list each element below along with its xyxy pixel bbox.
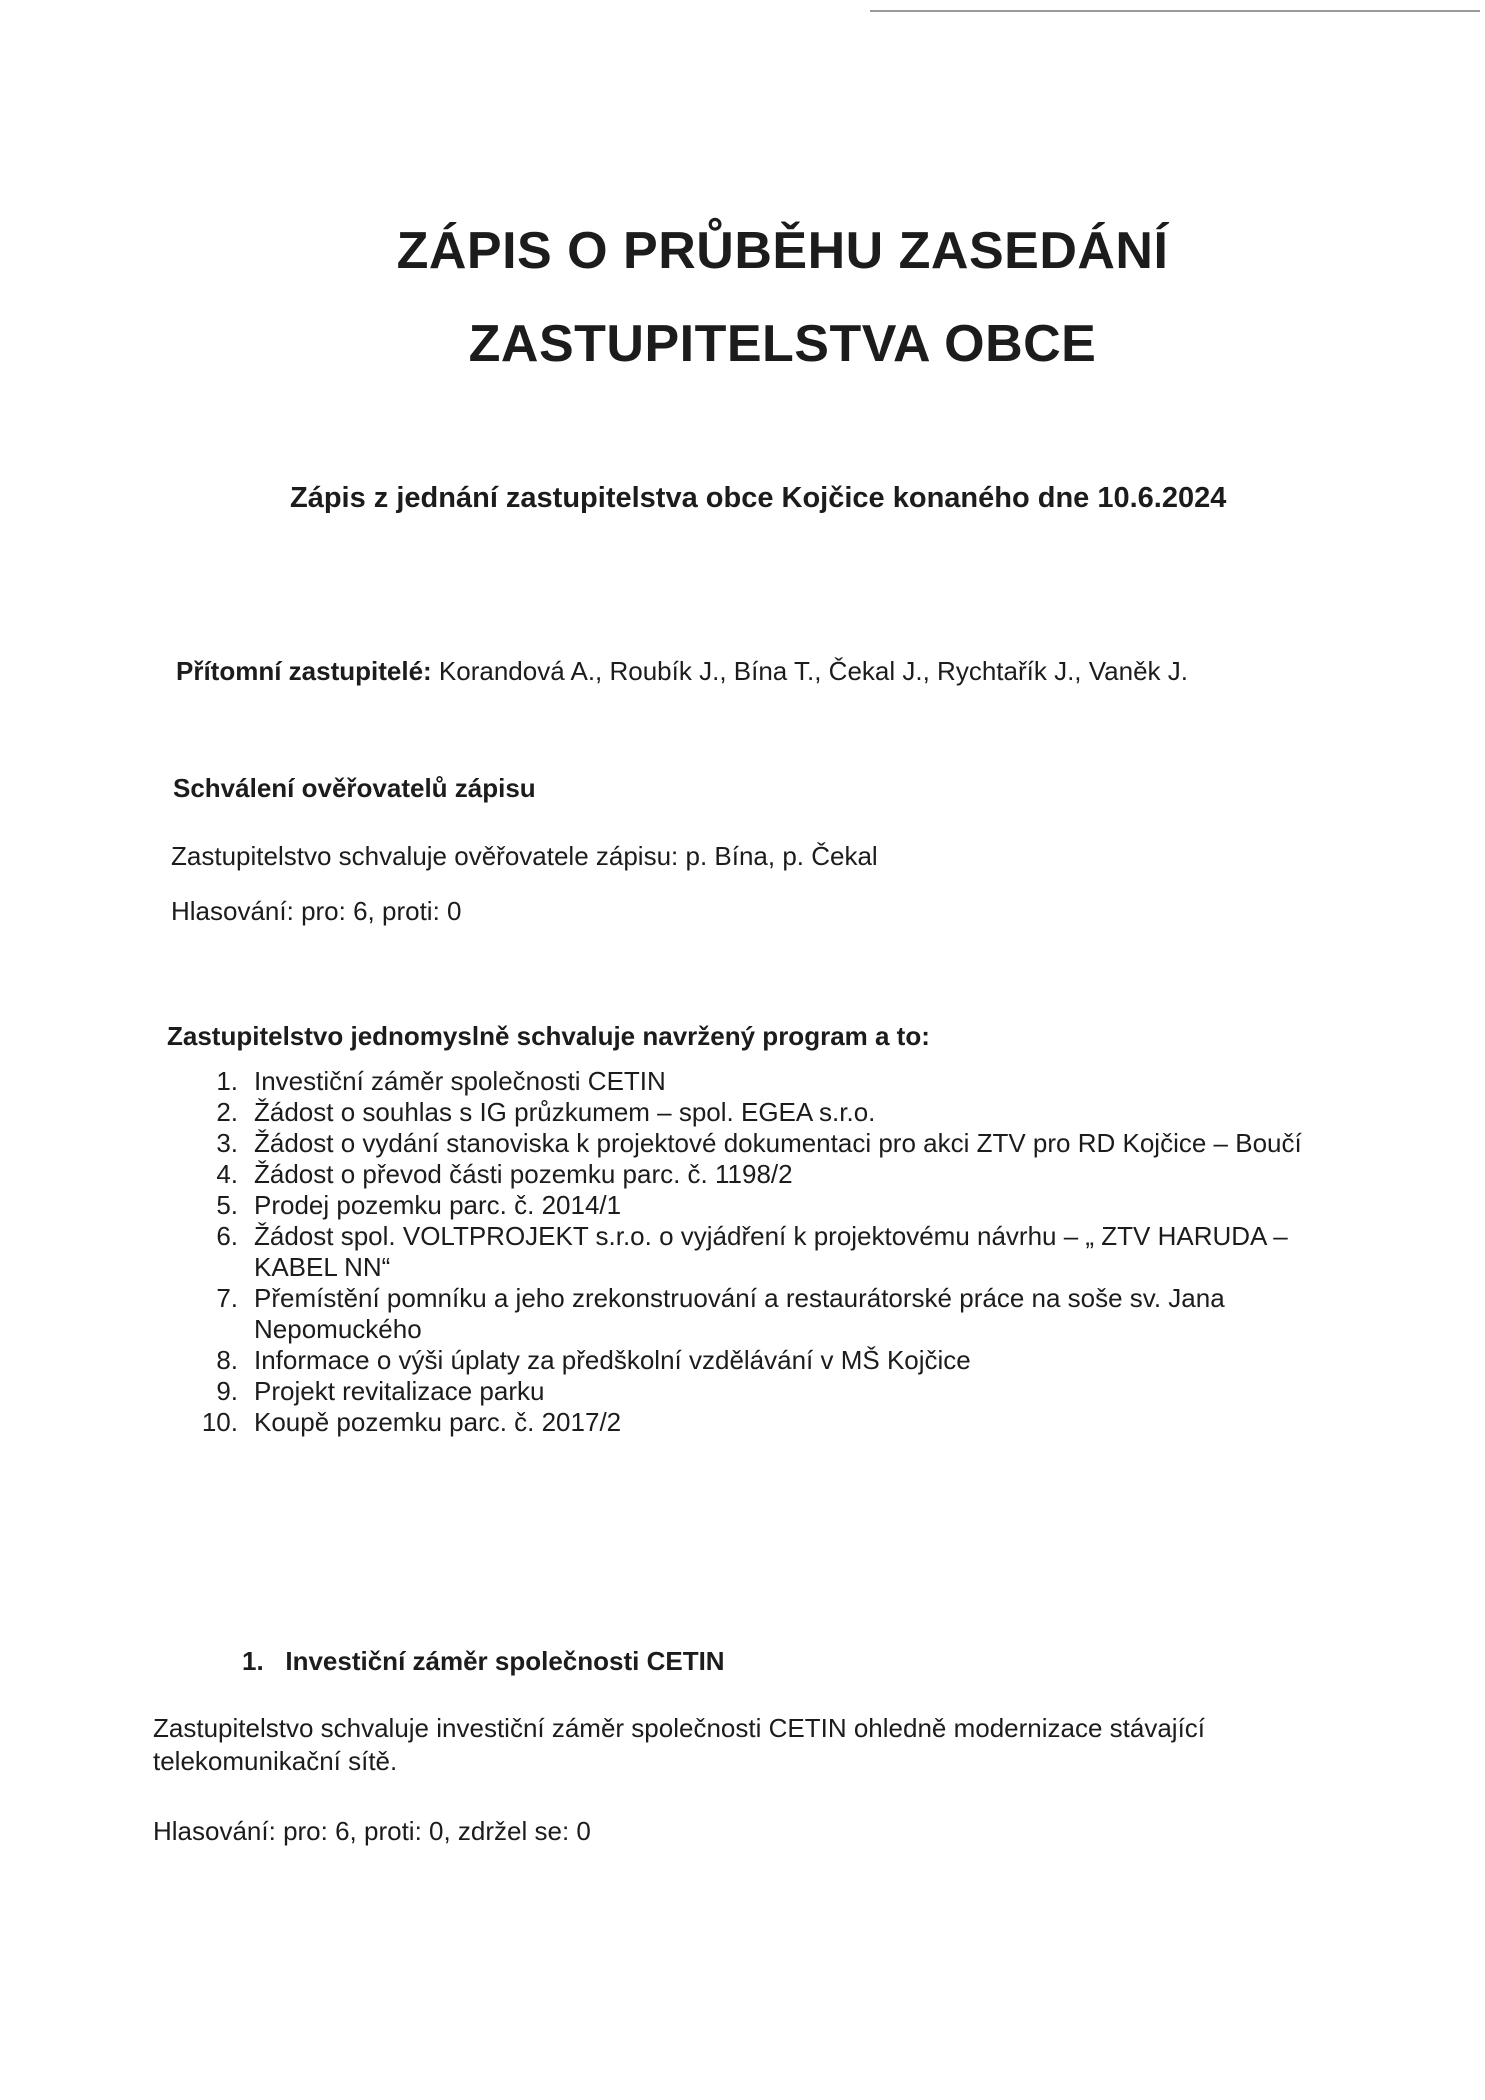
program-item-number: 7. xyxy=(216,1283,238,1313)
program-item xyxy=(198,1407,1398,1438)
program-item-text: Informace o výši úplaty za předškolní vzdělávání v MŠ Kojčice xyxy=(254,1345,971,1375)
program-item-text: Koupě pozemku parc. č. 2017/2 xyxy=(254,1407,622,1437)
program-item-number: 3. xyxy=(216,1128,238,1158)
program-item xyxy=(198,1128,1398,1159)
program-item-number: 5. xyxy=(216,1190,238,1220)
program-item-text: Žádost spol. VOLTPROJEKT s.r.o. o vyjádření k projektovému návrhu – „ ZTV HARUDA – KABEL NN“ xyxy=(254,1221,1288,1282)
program-item xyxy=(198,1221,1364,1283)
verifiers-vote: Hlasování: pro: 6, proti: 0 xyxy=(171,896,462,926)
document-title-line-2: ZASTUPITELSTVA OBCE xyxy=(468,315,1097,373)
program-item-number: 4. xyxy=(216,1159,238,1189)
document-subtitle: Zápis z jednání zastupitelstva obce Kojčice konaného dne 10.6.2024 xyxy=(290,482,1227,514)
program-item-text: Přemístění pomníku a jeho zrekonstruování a restaurátorské práce na soše sv. Jana Nepomuckého xyxy=(254,1283,1225,1344)
program-item-number: 2. xyxy=(216,1097,238,1127)
verifiers-heading: Schválení ověřovatelů zápisu xyxy=(173,773,536,803)
present-members-names: Korandová A., Roubík J., Bína T., Čekal J., Rychtařík J., Vaněk J. xyxy=(431,656,1188,686)
program-list xyxy=(198,1066,1398,1438)
program-item xyxy=(198,1345,1398,1376)
program-item xyxy=(198,1159,1398,1190)
document-title-line-1: ZÁPIS O PRŮBĚHU ZASEDÁNÍ xyxy=(396,222,1169,280)
program-item-number: 1. xyxy=(216,1066,238,1096)
program-item-text: Žádost o souhlas s IG průzkumem – spol. EGEA s.r.o. xyxy=(254,1097,876,1127)
verifiers-text: Zastupitelstvo schvaluje ověřovatele zápisu: p. Bína, p. Čekal xyxy=(171,841,878,871)
program-item-text: Investiční záměr společnosti CETIN xyxy=(254,1066,666,1096)
present-members xyxy=(176,655,1188,688)
present-members-label: Přítomní zastupitelé: xyxy=(176,656,432,686)
program-item xyxy=(198,1283,1334,1345)
scan-edge-line xyxy=(870,10,1480,12)
program-heading: Zastupitelstvo jednomyslně schvaluje navržený program a to: xyxy=(167,1021,930,1051)
section-1-text: Zastupitelstvo schvaluje investiční záměr společnosti CETIN ohledně modernizace stávající telekomunikační sítě. xyxy=(153,1713,1206,1776)
program-item-text: Žádost o převod části pozemku parc. č. 1198/2 xyxy=(254,1159,793,1189)
section-1-heading: 1. Investiční záměr společnosti CETIN xyxy=(242,1646,725,1676)
program-item-text: Prodej pozemku parc. č. 2014/1 xyxy=(254,1190,622,1220)
program-item-number: 6. xyxy=(216,1221,238,1251)
program-item xyxy=(198,1190,1398,1221)
program-item-number: 8. xyxy=(216,1345,238,1375)
program-item xyxy=(198,1066,1398,1097)
program-item-number: 9. xyxy=(216,1376,238,1406)
program-item-text: Žádost o vydání stanoviska k projektové dokumentaci pro akci ZTV pro RD Kojčice – Boučí xyxy=(254,1128,1302,1158)
program-item-number: 10. xyxy=(201,1407,238,1437)
program-item xyxy=(198,1376,1398,1407)
section-1-vote: Hlasování: pro: 6, proti: 0, zdržel se: 0 xyxy=(153,1816,591,1846)
program-item-text: Projekt revitalizace parku xyxy=(254,1376,545,1406)
program-item xyxy=(198,1097,1398,1128)
